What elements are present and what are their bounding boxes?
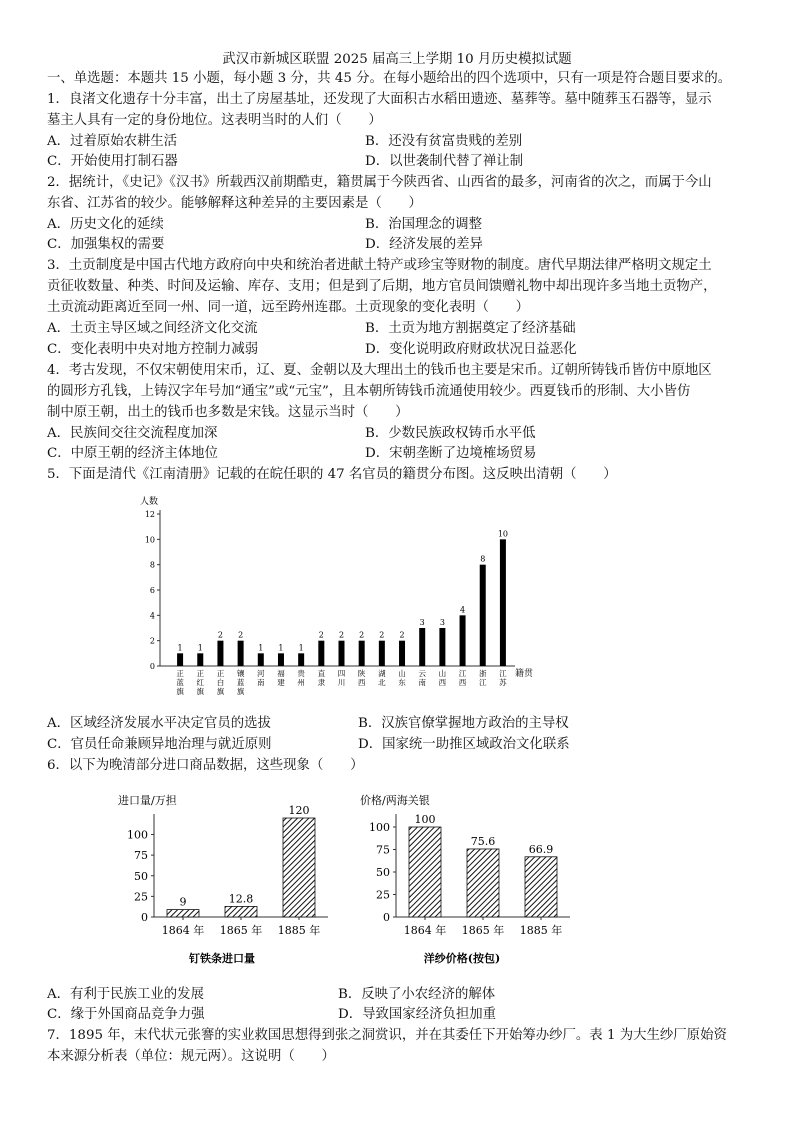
y-tick-label: 6 bbox=[149, 586, 155, 595]
bar-value-label: 3 bbox=[419, 618, 425, 627]
x-tick-label: 山东 bbox=[398, 669, 406, 687]
x-tick-label: 1865 年 bbox=[219, 924, 263, 937]
bar bbox=[379, 641, 385, 666]
q3-option-a[interactable]: A．土贡主导区域之间经济文化交流 bbox=[47, 321, 258, 336]
bar bbox=[238, 641, 244, 666]
q6-stem-line: 6．以下为晚清部分进口商品数据，这些现象（ ） bbox=[47, 758, 364, 773]
y-tick-label: 50 bbox=[134, 869, 148, 883]
bar-value-label: 66.9 bbox=[528, 842, 554, 856]
q6-option-b[interactable]: B．反映了小农经济的解体 bbox=[338, 987, 496, 1002]
x-tick-label: 河南 bbox=[257, 669, 265, 687]
bar-value-label: 1 bbox=[278, 643, 284, 653]
q2-stem-line: 2．据统计，《史记》《汉书》所载西汉前期酷吏，籍贯属于今陕西省、山西省的最多，河南省的次之，而属于今山 bbox=[47, 175, 712, 190]
bar-value-label: 8 bbox=[480, 554, 486, 564]
q5-option-c[interactable]: C．官员任命兼顾异地治理与就近原则 bbox=[47, 737, 272, 752]
bar bbox=[177, 653, 183, 666]
bar-value-label: 1 bbox=[298, 643, 304, 653]
q1-option-c[interactable]: C．开始使用打制石器 bbox=[47, 154, 178, 169]
x-tick-label: 1885 年 bbox=[277, 924, 321, 937]
y-tick-label: 25 bbox=[134, 890, 148, 904]
q5-option-a[interactable]: A．区域经济发展水平决定官员的选拔 bbox=[47, 716, 271, 731]
x-tick-label: 1865 年 bbox=[461, 924, 505, 937]
q6-option-c[interactable]: C．缘于外国商品竞争力强 bbox=[47, 1007, 205, 1022]
bar bbox=[439, 628, 445, 666]
x-tick-label: 江苏 bbox=[499, 669, 507, 687]
bar-value-label: 12.8 bbox=[228, 892, 254, 906]
y-tick-label: 4 bbox=[149, 611, 155, 621]
q4-stem-line: 的圆形方孔钱，上铸汉字年号加“通宝”或“元宝”，且本朝所铸钱币流通使用较少。西夏钱币的形制、大小皆仿 bbox=[47, 384, 691, 399]
bar-value-label: 2 bbox=[217, 630, 223, 640]
q7-stem-line: 本来源分析表（单位：规元两）。这说明（ ） bbox=[47, 1049, 335, 1064]
q4-stem-line: 4．考古发现，不仅宋朝使用宋币，辽、夏、金朝以及大理出土的钱币也主要是宋币。辽朝所铸钱币皆仿中原地区 bbox=[47, 363, 712, 378]
y-tick-label: 10 bbox=[144, 535, 155, 545]
x-tick-label: 浙江 bbox=[478, 669, 487, 687]
q5-option-d[interactable]: D．国家统一助推区域政治文化联系 bbox=[358, 737, 570, 752]
x-tick-label: 正白旗 bbox=[216, 669, 225, 696]
q1-option-b[interactable]: B．还没有贫富贵贱的差别 bbox=[365, 134, 523, 149]
y-axis-label: 价格/两海关银 bbox=[360, 794, 430, 807]
q3-option-d[interactable]: D．变化说明政府财政状况日益恶化 bbox=[365, 342, 577, 357]
bar-value-label: 10 bbox=[497, 529, 509, 539]
bar-value-label: 120 bbox=[288, 804, 310, 817]
y-tick-label: 8 bbox=[149, 560, 155, 570]
q1-stem-line: 1．良渚文化遗存十分丰富，出土了房屋基址，还发现了大面积古水稻田遗迹、墓葬等。墓中随葬玉石器等，显示 bbox=[47, 92, 712, 107]
bar bbox=[359, 641, 365, 666]
bar bbox=[283, 818, 315, 917]
bar bbox=[298, 653, 304, 666]
y-tick-label: 0 bbox=[141, 911, 148, 924]
q1-option-d[interactable]: D．以世袭制代替了禅让制 bbox=[365, 154, 524, 169]
bar bbox=[419, 628, 425, 666]
bar bbox=[399, 641, 405, 666]
x-tick-label: 镶蓝旗 bbox=[236, 669, 245, 696]
bar bbox=[467, 849, 499, 917]
x-tick-label: 正红旗 bbox=[196, 669, 205, 696]
bar-value-label: 2 bbox=[399, 630, 405, 640]
q1-stem-line: 墓主人具有一定的身份地位。这表明当时的人们（ ） bbox=[47, 113, 382, 128]
y-axis-label: 进口量/万担 bbox=[118, 794, 177, 807]
yarn-price-chart bbox=[352, 790, 582, 970]
y-tick-label: 2 bbox=[149, 636, 155, 646]
officials-origin-bar-chart bbox=[130, 492, 550, 702]
section-header: 一、单选题：本题共 15 小题，每小题 3 分，共 45 分。在每小题给出的四个选项中，只有一项是符合题目要求的。 bbox=[47, 71, 732, 86]
bar bbox=[217, 641, 223, 666]
q2-option-b[interactable]: B．治国理念的调整 bbox=[365, 217, 482, 232]
y-tick-label: 12 bbox=[144, 510, 155, 519]
q4-option-c[interactable]: C．中原王朝的经济主体地位 bbox=[47, 446, 218, 461]
q1-option-a[interactable]: A．过着原始农耕生活 bbox=[47, 134, 178, 149]
y-tick-label: 100 bbox=[369, 821, 390, 834]
bar-value-label: 1 bbox=[197, 643, 203, 653]
bar-value-label: 2 bbox=[359, 630, 365, 640]
q3-stem-line: 3．土贡制度是中国古代地方政府向中央和统治者进献土特产或珍宝等财物的制度。唐代早期法律严格明文规定土 bbox=[47, 258, 712, 273]
bar bbox=[480, 565, 486, 666]
x-tick-label: 湖北 bbox=[378, 669, 386, 687]
bar bbox=[167, 910, 199, 917]
bar-value-label: 75.6 bbox=[470, 834, 496, 848]
chart-caption: 洋纱价格(按包) bbox=[423, 952, 501, 965]
y-tick-label: 0 bbox=[383, 911, 390, 924]
q6-option-a[interactable]: A．有利于民族工业的发展 bbox=[47, 987, 204, 1002]
bar bbox=[525, 857, 557, 917]
y-tick-label: 25 bbox=[376, 888, 390, 902]
x-tick-label: 1885 年 bbox=[519, 924, 563, 937]
bar bbox=[318, 641, 324, 666]
bar-value-label: 2 bbox=[379, 630, 385, 640]
bar-value-label: 2 bbox=[318, 630, 324, 640]
q4-option-b[interactable]: B．少数民族政权铸币水平低 bbox=[365, 426, 536, 441]
x-tick-label: 陕西 bbox=[357, 669, 366, 687]
bar-value-label: 2 bbox=[338, 630, 345, 640]
q3-option-c[interactable]: C．变化表明中央对地方控制力减弱 bbox=[47, 342, 259, 357]
x-axis-label: 籍贯 bbox=[515, 669, 534, 679]
y-tick-label: 50 bbox=[376, 866, 390, 879]
q2-option-a[interactable]: A．历史文化的延续 bbox=[47, 217, 164, 232]
bar bbox=[258, 653, 264, 666]
x-tick-label: 云南 bbox=[418, 669, 426, 687]
bar bbox=[197, 653, 203, 666]
y-axis-label: 人数 bbox=[140, 497, 159, 507]
nail-iron-import-chart bbox=[110, 790, 340, 970]
q7-stem-line: 7．1895 年，末代状元张謇的实业救国思想得到张之洞赏识，并在其委任下开始筹办纱厂。表 1 为大生纱厂原始资 bbox=[47, 1028, 727, 1043]
exam-title: 武汉市新城区联盟 2025 届高三上学期 10 月历史模拟试题 bbox=[222, 52, 572, 67]
y-tick-label: 75 bbox=[134, 849, 148, 863]
bar bbox=[460, 615, 466, 666]
q3-option-b[interactable]: B．土贡为地方割据奠定了经济基础 bbox=[365, 321, 576, 336]
bar-value-label: 1 bbox=[258, 643, 264, 653]
bar bbox=[225, 906, 257, 917]
bar bbox=[278, 653, 284, 666]
q5-stem-line: 5．下面是清代《江南清册》记载的在皖任职的 47 名官员的籍贯分布图。这反映出清朝（ ） bbox=[47, 467, 617, 482]
q3-stem-line: 贡征收数量、种类、时间及运输、库存、支用；但是到了后期，地方官员间馈赠礼物中却出现许多当地土贡物产， bbox=[47, 279, 717, 294]
y-tick-label: 75 bbox=[376, 843, 390, 857]
bar bbox=[339, 641, 345, 666]
q2-option-c[interactable]: C．加强集权的需要 bbox=[47, 237, 165, 252]
bar-value-label: 3 bbox=[439, 618, 445, 627]
x-tick-label: 四川 bbox=[337, 669, 346, 687]
bar bbox=[409, 827, 441, 917]
bar-value-label: 2 bbox=[238, 630, 244, 640]
y-tick-label: 0 bbox=[149, 662, 155, 671]
x-tick-label: 山西 bbox=[438, 669, 447, 687]
q4-option-a[interactable]: A．民族间交往交流程度加深 bbox=[47, 426, 218, 441]
x-tick-label: 1864 年 bbox=[403, 924, 447, 937]
bar-value-label: 100 bbox=[414, 813, 436, 826]
x-tick-label: 江西 bbox=[458, 669, 467, 687]
y-tick-label: 100 bbox=[127, 828, 148, 842]
x-tick-label: 正蓝旗 bbox=[176, 669, 184, 696]
x-tick-label: 福建 bbox=[277, 669, 285, 687]
bar bbox=[500, 539, 506, 666]
bar-value-label: 4 bbox=[460, 605, 466, 615]
q4-stem-line: 制中原王朝，出土的钱币也多数是宋钱。这显示当时（ ） bbox=[47, 405, 409, 420]
q2-option-d[interactable]: D．经济发展的差异 bbox=[365, 237, 483, 252]
q3-stem-line: 土贡流动距离近至同一州、同一道，远至跨州连郡。土贡现象的变化表明（ ） bbox=[47, 300, 530, 315]
chart-caption: 钉铁条进口量 bbox=[189, 952, 255, 965]
q6-option-d[interactable]: D．导致国家经济负担加重 bbox=[338, 1007, 497, 1022]
bar-value-label: 9 bbox=[179, 895, 187, 909]
q4-option-d[interactable]: D．宋朝垄断了边境榷场贸易 bbox=[365, 446, 537, 461]
x-tick-label: 1864 年 bbox=[161, 924, 205, 937]
q2-stem-line: 东省、江苏省的较少。能够解释这种差异的主要因素是（ ） bbox=[47, 196, 422, 211]
q5-option-b[interactable]: B．汉族官僚掌握地方政治的主导权 bbox=[358, 716, 569, 731]
x-tick-label: 贵州 bbox=[297, 669, 305, 687]
bar-value-label: 1 bbox=[177, 643, 183, 653]
x-tick-label: 直隶 bbox=[317, 669, 326, 687]
